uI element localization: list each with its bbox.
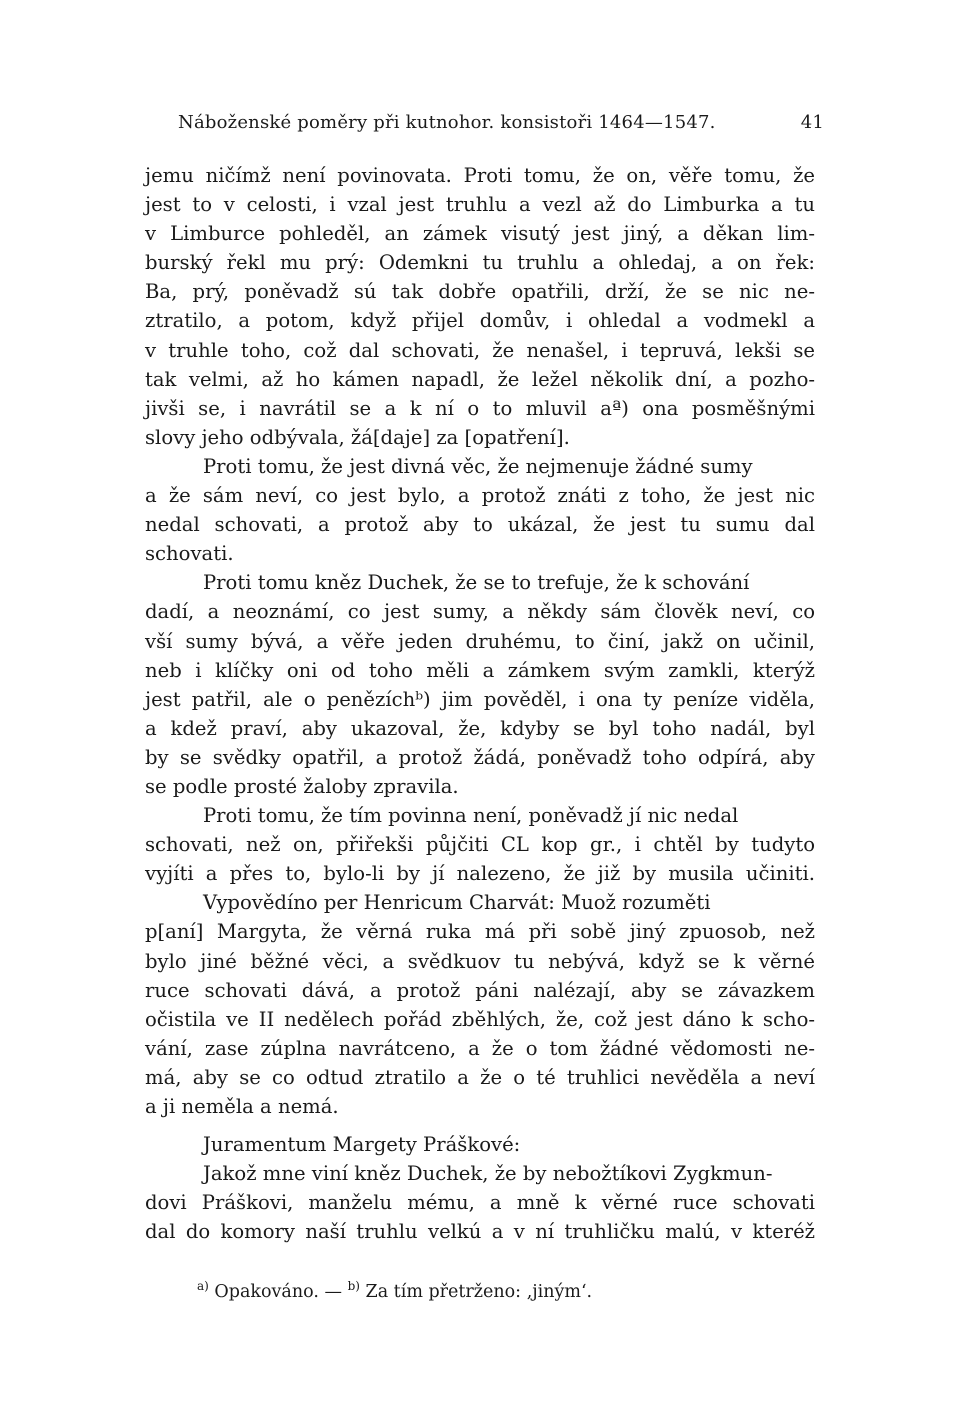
text-line: burský řekl mu prý: Odemkni tu truhlu a ohledaj, a on řek: [145, 251, 815, 275]
footnote-b-text: Za tím přetrženo: ‚jiným‘. [365, 1282, 593, 1302]
footnote-b-mark: b) [347, 1279, 360, 1294]
text-line: nedal schovati, a protož aby to ukázal, že jest tu sumu dal [145, 513, 815, 537]
text-line: Jakož mne viní kněz Duchek, že by nebožtíkovi Zygkmun- [203, 1162, 773, 1186]
text-line: v truhle toho, což dal schovati, že nenašel, i tepruvá, lekši se [145, 338, 815, 362]
text-line: a že sám neví, co jest bylo, a protož znáti z toho, že jest nic [145, 484, 815, 508]
body-text [145, 161, 815, 1246]
text-line: jest patřil, ale o penězíchᵇ) jim pověděl, i ona ty peníze viděla, [145, 687, 815, 711]
text-line: bylo jiné běžné věci, a svědkuov tu nebývá, když se k věrné [145, 949, 815, 973]
text-line: a ji neměla a nemá. [145, 1095, 339, 1118]
text-line: ztratilo, a potom, když přijel domův, i ohledal a vodmekl a [145, 309, 815, 333]
text-line: vyjíti a přes to, bylo-li by jí nalezeno, že již by musila učiniti. [145, 862, 815, 886]
running-title: Náboženské poměry při kutnohor. konsistoři 1464—1547. [178, 112, 716, 133]
text-line: neb i klíčky oni od toho měli a zámkem svým zamkli, kterýž [145, 658, 815, 682]
text-line: jivši se, i navrátil se a k ní o to mluvil aª) ona posměšnými [145, 396, 815, 420]
footnote-a-text: Opakováno. — [214, 1282, 342, 1302]
text-line: dadí, a neoznámí, co jest sumy, a někdy sám člověk neví, co [145, 600, 815, 624]
text-line: dal do komory naší truhlu velkú a v ní truhličku malú, v kteréž [145, 1220, 815, 1244]
text-line: ruce schovati dává, a protož páni nalézají, aby se závazkem [145, 978, 815, 1002]
text-line: schovati. [145, 542, 234, 566]
text-line: očistila ve II nedělech pořád zběhlých, že, což jest dáno k scho- [145, 1007, 815, 1031]
text-line: Ba, prý, poněvadž sú tak dobře opatřili, drží, že se nic ne- [145, 280, 815, 304]
text-line: Juramentum Margety Práškové: [203, 1133, 521, 1157]
text-line: tak velmi, až ho kámen napadl, že ležel několik dní, a pozho- [145, 367, 815, 391]
running-header [178, 112, 824, 140]
text-line: Proti tomu, že jest divná věc, že nejmenuje žádné sumy [203, 454, 753, 478]
text-line: p[aní] Margyta, že věrná ruka má při sobě jiný zpuosob, než [145, 920, 815, 944]
text-line: Proti tomu, že tím povinna není, poněvadž jí nic nedal [203, 804, 739, 828]
text-line: a kdež praví, aby ukazoval, že, kdyby se byl toho nadál, byl [145, 716, 815, 740]
text-line: Proti tomu kněz Duchek, že se to trefuje, že k schování [203, 571, 750, 595]
footnotes [197, 1279, 817, 1305]
text-line: schovati, než on, přiřekši půjčiti CL kop gr., i chtěl by tudyto [145, 833, 815, 857]
text-line: se podle prosté žaloby zpravila. [145, 774, 459, 798]
text-line: Vypovědíno per Henricum Charvát: Muož rozuměti [203, 891, 711, 915]
text-line: má, aby se co odtud ztratilo a že o té truhlici nevěděla a neví [145, 1065, 815, 1089]
page-number: 41 [800, 112, 824, 133]
text-line: by se svědky opatřil, a protož žádá, poněvadž toho odpírá, aby [145, 745, 815, 769]
text-line: jest to v celosti, i vzal jest truhlu a vezl až do Limburka a tu [145, 193, 815, 217]
text-line: v Limburce pohleděl, an zámek visutý jest jiný, a děkan lim- [145, 222, 815, 246]
text-line: jemu ničímž není povinovata. Proti tomu, že on, věře tomu, že [145, 164, 815, 187]
text-line: slovy jeho odbývala, žá[daje] za [opatření]. [145, 425, 570, 449]
text-line: dovi Práškovi, manželu mému, a mně k věrné ruce schovati [145, 1191, 815, 1215]
footnote-a-mark: a) [197, 1279, 209, 1294]
text-line: vší sumy bývá, a věře jeden druhému, to činí, jakž on učinil, [145, 629, 815, 653]
text-line: vání, zase zúplna navrátceno, a že o tom žádné vědomosti ne- [145, 1036, 815, 1060]
